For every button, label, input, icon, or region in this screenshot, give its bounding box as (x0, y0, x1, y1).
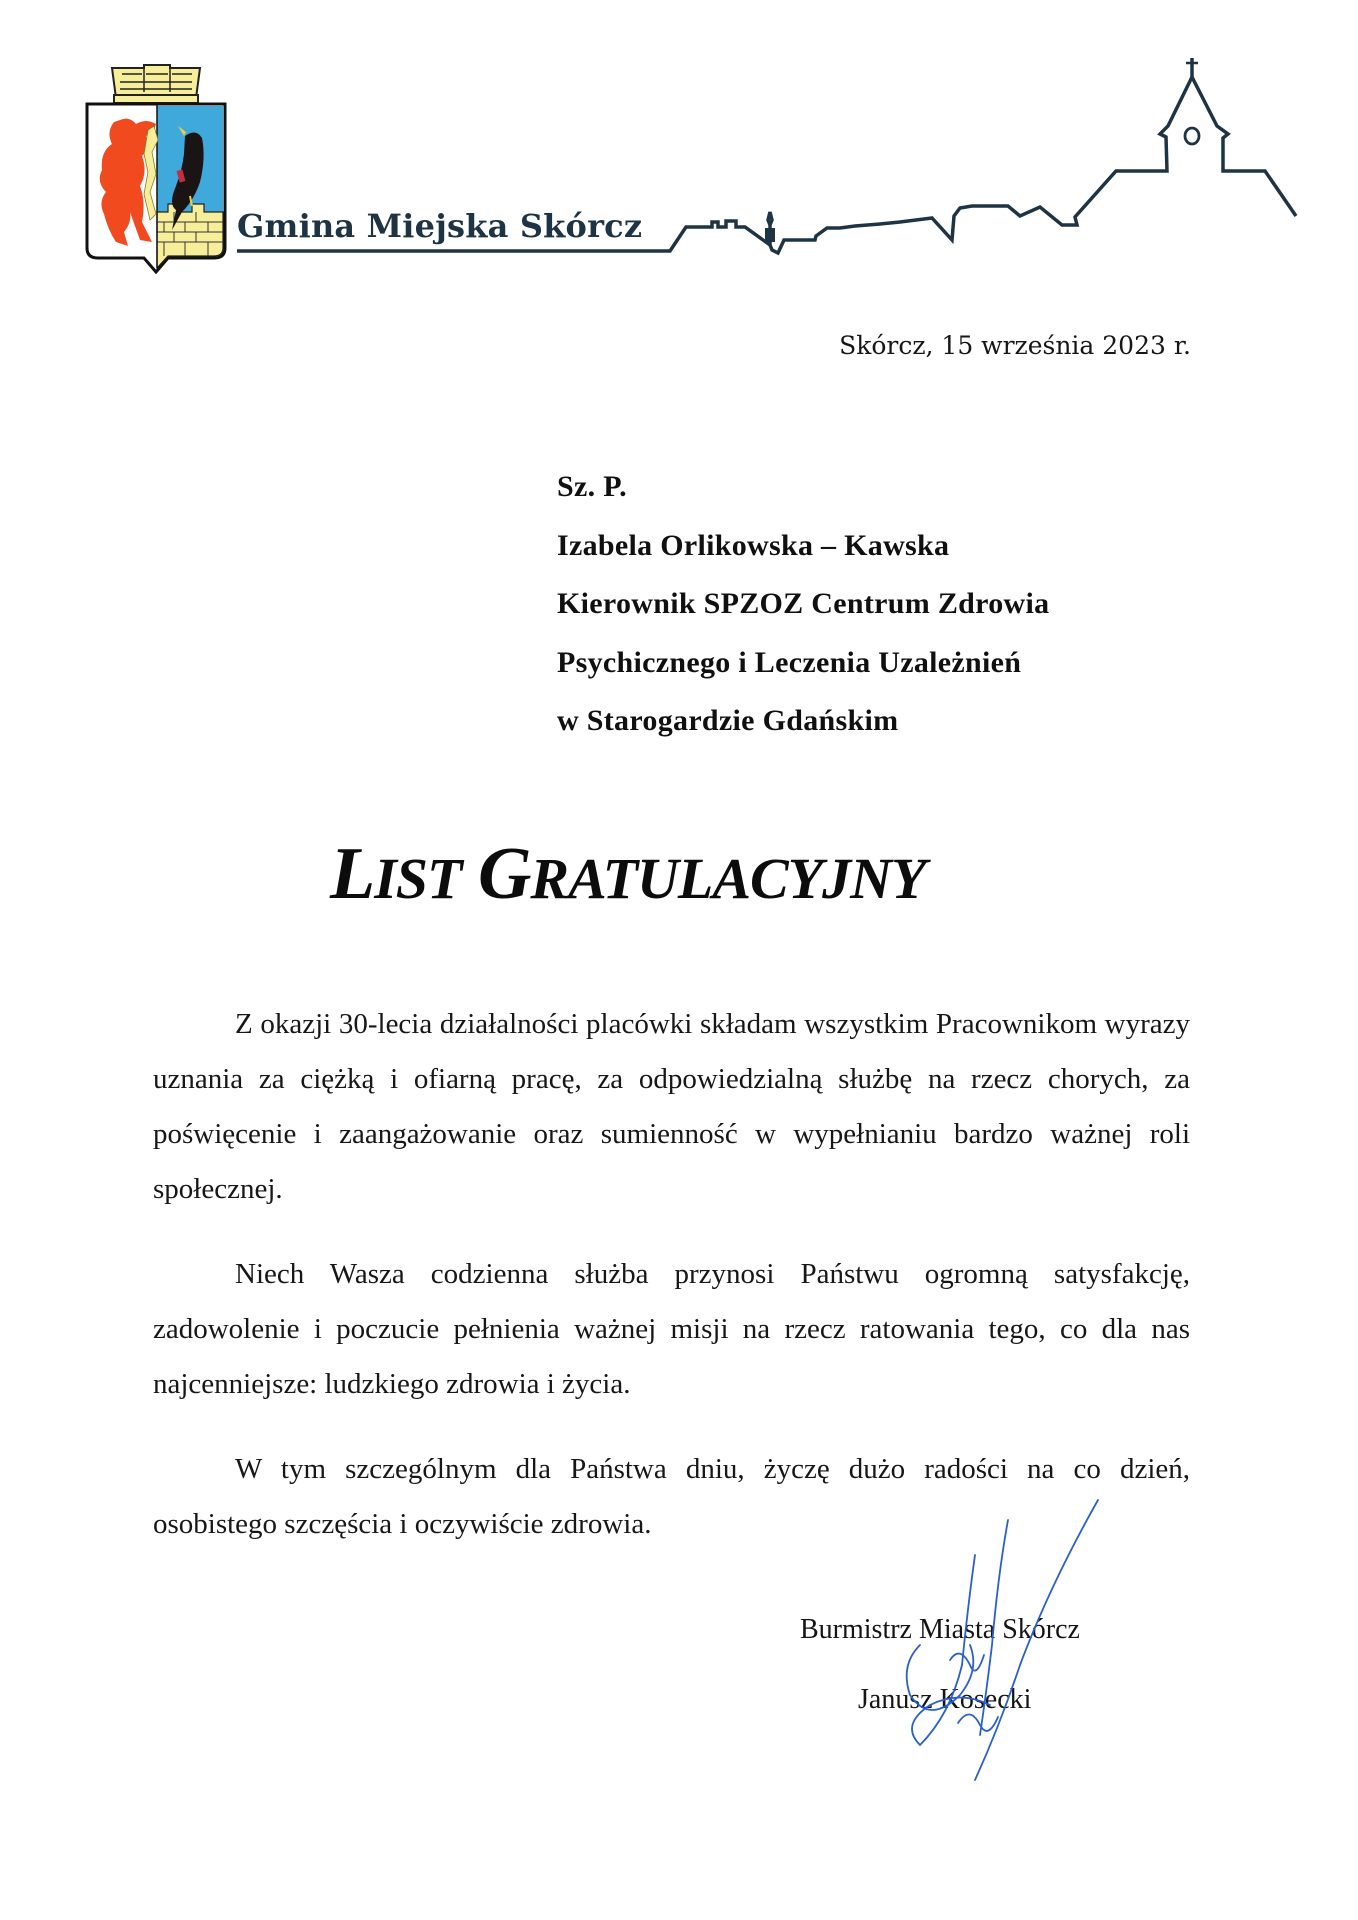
town-skyline-icon (0, 0, 1358, 280)
signatory-role: Burmistrz Miasta Skórcz (800, 1614, 1080, 1645)
letter-date: Skórcz, 15 września 2023 r. (839, 331, 1191, 360)
addressee-salutation: Sz. P. (557, 470, 627, 503)
body-paragraph: Z okazji 30-lecia działalności placówki składam wszystkim Pracownikom wyrazy uznania za ciężką i ofiarną pracę, za odpowiedzialną służbę na rzecz chorych, za poświęcenie i zaangażowanie oraz sumienność w wypełnianiu bardzo ważnej roli społecznej. (153, 1008, 1190, 1205)
addressee-block (557, 458, 1049, 751)
addressee-location: w Starogardzie Gdańskim (557, 704, 899, 737)
title-initial-l: L (330, 833, 375, 915)
body-paragraph-2-container (153, 1247, 1190, 1412)
title-word1-rest: IST (374, 846, 462, 911)
body-paragraph-1-container (153, 997, 1190, 1217)
body-paragraph: W tym szczególnym dla Państwa dniu, życzę dużo radości na co dzień, osobistego szczęścia i oczywiście zdrowia. (153, 1453, 1190, 1540)
addressee-institution: Psychicznego i Leczenia Uzależnień (557, 645, 1022, 679)
addressee-position: Kierownik SPZOZ Centrum Zdrowia (557, 587, 1050, 620)
handwritten-signature-icon (880, 1495, 1110, 1785)
title-word2-rest: RATULACYJNY (530, 846, 926, 911)
body-paragraph: Niech Wasza codzienna służba przynosi Państwu ogromną satysfakcję, zadowolenie i poczucie pełnienia ważnej misji na rzecz ratowania tego, co dla nas najcenniejsze: ludzkiego zdrowia i życia. (153, 1258, 1190, 1400)
signatory-name: Janusz Kosecki (858, 1684, 1032, 1715)
organization-name: Gmina Miejska Skórcz (237, 207, 643, 245)
title-initial-g: G (477, 833, 531, 915)
addressee-name: Izabela Orlikowska – Kawska (557, 528, 950, 562)
document-title (330, 834, 1020, 919)
